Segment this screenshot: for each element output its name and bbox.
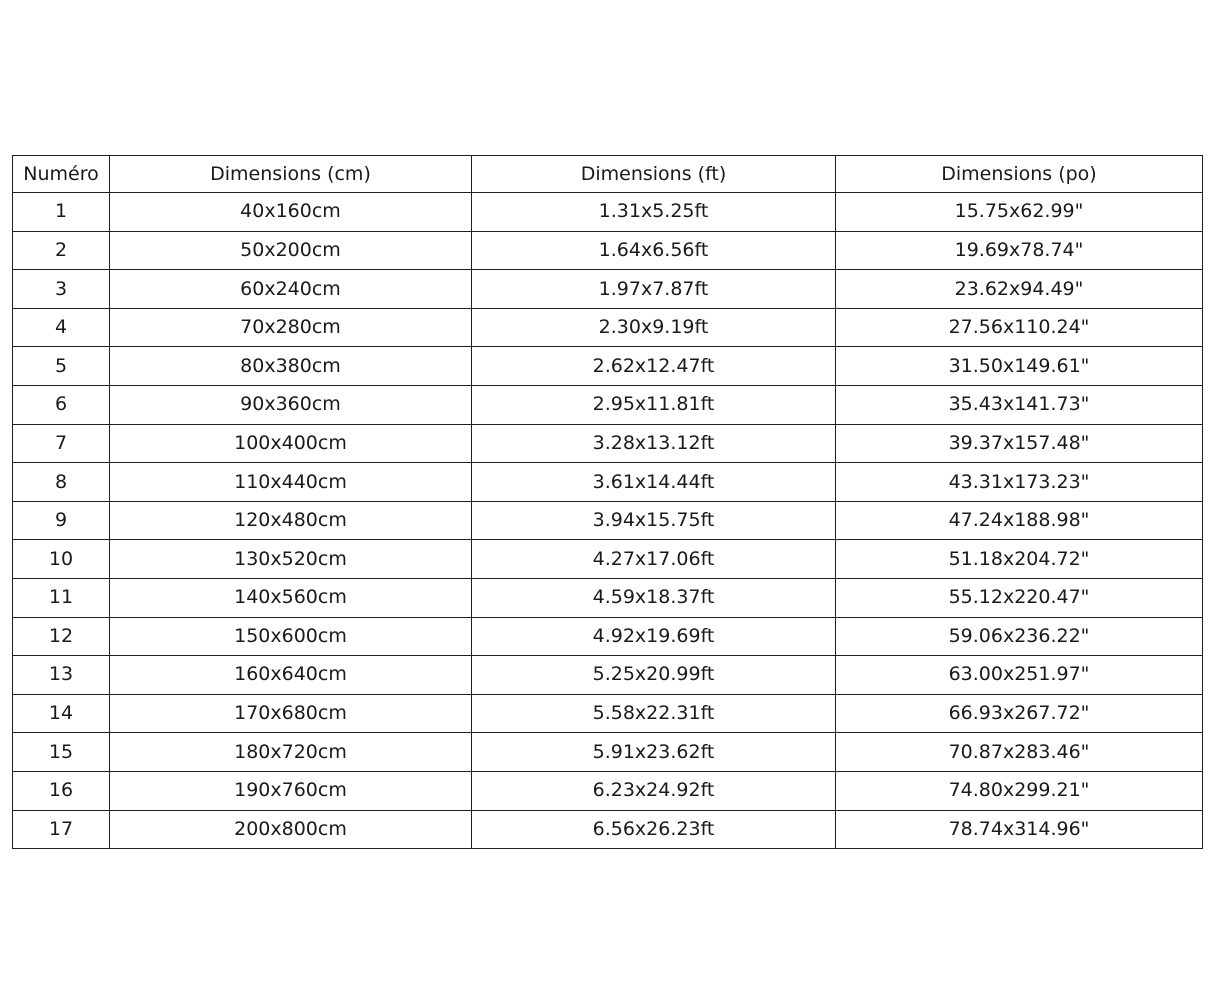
column-header-dimensions-cm: Dimensions (cm) [110,156,472,193]
cell-dimensions-po: 23.62x94.49" [836,270,1203,309]
cell-dimensions-ft: 2.62x12.47ft [472,347,836,386]
cell-dimensions-po: 78.74x314.96" [836,810,1203,849]
cell-dimensions-ft: 3.94x15.75ft [472,501,836,540]
cell-dimensions-po: 70.87x283.46" [836,733,1203,772]
table-row [13,617,1203,656]
cell-numero: 3 [13,270,110,309]
table-row [13,694,1203,733]
cell-dimensions-po: 27.56x110.24" [836,308,1203,347]
cell-dimensions-ft: 3.61x14.44ft [472,463,836,502]
cell-dimensions-po: 66.93x267.72" [836,694,1203,733]
cell-dimensions-ft: 2.30x9.19ft [472,308,836,347]
cell-dimensions-cm: 100x400cm [110,424,472,463]
cell-dimensions-cm: 110x440cm [110,463,472,502]
cell-dimensions-po: 35.43x141.73" [836,385,1203,424]
column-header-dimensions-po: Dimensions (po) [836,156,1203,193]
cell-dimensions-ft: 2.95x11.81ft [472,385,836,424]
cell-dimensions-ft: 1.64x6.56ft [472,231,836,270]
cell-dimensions-ft: 6.56x26.23ft [472,810,836,849]
cell-dimensions-cm: 160x640cm [110,656,472,695]
dimensions-table [12,155,1203,849]
cell-dimensions-ft: 1.31x5.25ft [472,193,836,232]
cell-dimensions-cm: 90x360cm [110,385,472,424]
cell-dimensions-cm: 200x800cm [110,810,472,849]
cell-dimensions-po: 31.50x149.61" [836,347,1203,386]
cell-numero: 1 [13,193,110,232]
cell-dimensions-po: 39.37x157.48" [836,424,1203,463]
table-row [13,463,1203,502]
cell-dimensions-cm: 150x600cm [110,617,472,656]
cell-numero: 7 [13,424,110,463]
cell-dimensions-cm: 120x480cm [110,501,472,540]
table-body [13,193,1203,849]
cell-dimensions-po: 43.31x173.23" [836,463,1203,502]
cell-numero: 10 [13,540,110,579]
table-row [13,347,1203,386]
cell-numero: 6 [13,385,110,424]
table-row [13,733,1203,772]
cell-dimensions-ft: 5.25x20.99ft [472,656,836,695]
cell-dimensions-cm: 170x680cm [110,694,472,733]
cell-dimensions-cm: 140x560cm [110,578,472,617]
cell-numero: 14 [13,694,110,733]
cell-numero: 8 [13,463,110,502]
cell-numero: 13 [13,656,110,695]
table-row [13,656,1203,695]
cell-numero: 2 [13,231,110,270]
cell-dimensions-cm: 130x520cm [110,540,472,579]
cell-dimensions-cm: 190x760cm [110,771,472,810]
table-row [13,193,1203,232]
cell-dimensions-po: 15.75x62.99" [836,193,1203,232]
cell-dimensions-ft: 5.91x23.62ft [472,733,836,772]
cell-dimensions-cm: 70x280cm [110,308,472,347]
column-header-dimensions-ft: Dimensions (ft) [472,156,836,193]
cell-dimensions-ft: 6.23x24.92ft [472,771,836,810]
dimensions-sheet [12,155,1202,849]
cell-dimensions-ft: 1.97x7.87ft [472,270,836,309]
table-row [13,578,1203,617]
table-row [13,810,1203,849]
table-header [13,156,1203,193]
table-row [13,270,1203,309]
cell-dimensions-ft: 4.92x19.69ft [472,617,836,656]
table-header-row [13,156,1203,193]
cell-numero: 5 [13,347,110,386]
cell-dimensions-ft: 5.58x22.31ft [472,694,836,733]
cell-dimensions-cm: 40x160cm [110,193,472,232]
cell-numero: 15 [13,733,110,772]
cell-numero: 9 [13,501,110,540]
cell-numero: 17 [13,810,110,849]
cell-dimensions-ft: 4.27x17.06ft [472,540,836,579]
cell-dimensions-ft: 4.59x18.37ft [472,578,836,617]
cell-dimensions-cm: 60x240cm [110,270,472,309]
cell-dimensions-cm: 50x200cm [110,231,472,270]
cell-dimensions-po: 74.80x299.21" [836,771,1203,810]
cell-numero: 11 [13,578,110,617]
cell-dimensions-cm: 180x720cm [110,733,472,772]
table-row [13,540,1203,579]
cell-dimensions-po: 51.18x204.72" [836,540,1203,579]
cell-dimensions-po: 47.24x188.98" [836,501,1203,540]
cell-dimensions-po: 55.12x220.47" [836,578,1203,617]
cell-dimensions-ft: 3.28x13.12ft [472,424,836,463]
table-row [13,771,1203,810]
table-row [13,501,1203,540]
cell-numero: 16 [13,771,110,810]
cell-numero: 12 [13,617,110,656]
table-row [13,231,1203,270]
cell-dimensions-po: 63.00x251.97" [836,656,1203,695]
table-row [13,424,1203,463]
cell-dimensions-po: 19.69x78.74" [836,231,1203,270]
cell-dimensions-cm: 80x380cm [110,347,472,386]
column-header-numero: Numéro [13,156,110,193]
table-row [13,385,1203,424]
cell-dimensions-po: 59.06x236.22" [836,617,1203,656]
table-row [13,308,1203,347]
cell-numero: 4 [13,308,110,347]
